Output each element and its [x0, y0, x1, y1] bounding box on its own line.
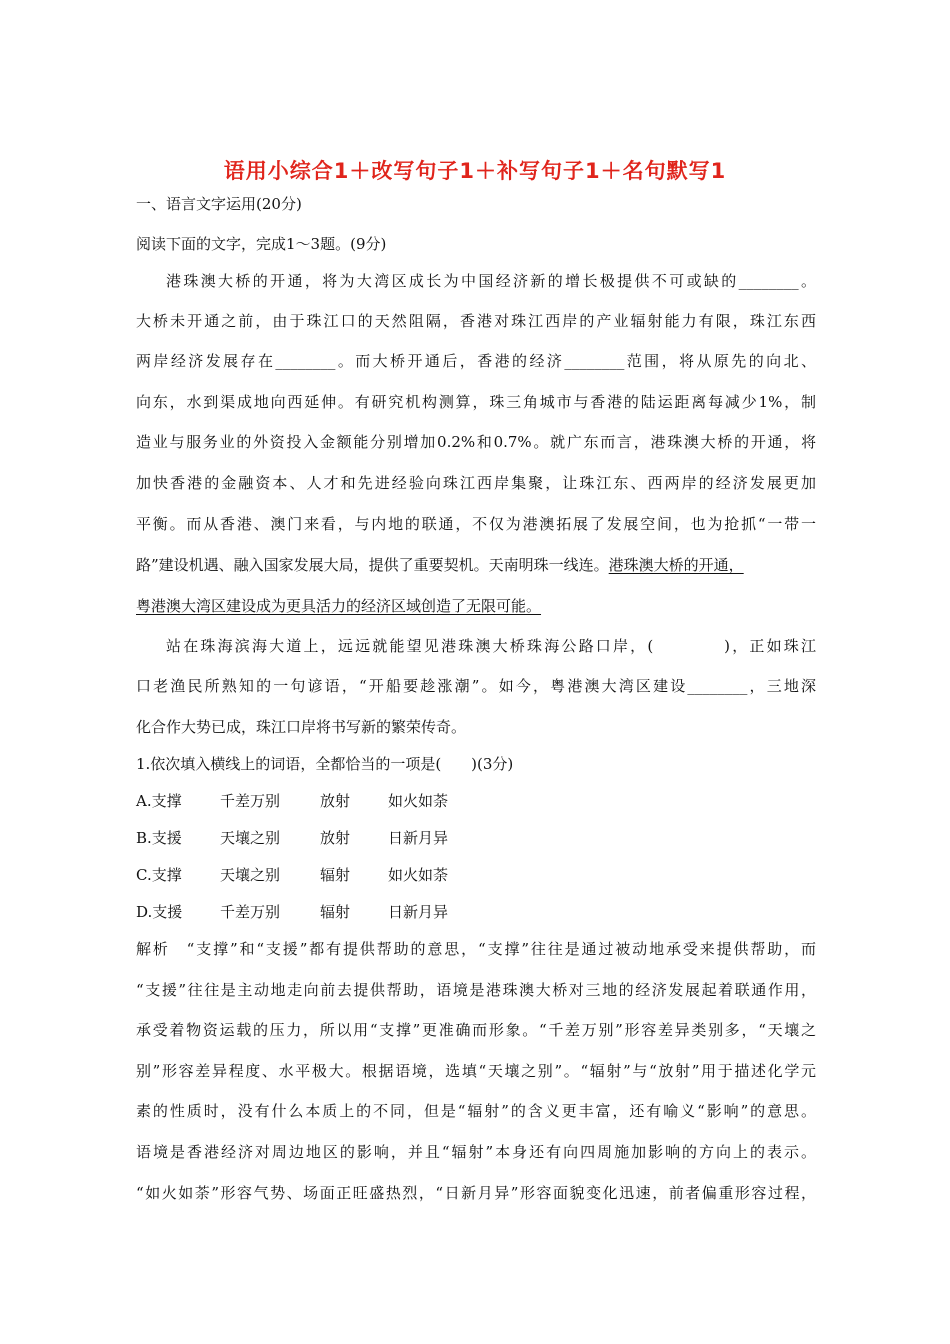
- option-word: 天壤之别: [220, 829, 281, 847]
- option-word: 放射: [320, 792, 351, 810]
- option-word: C.支撑: [136, 866, 182, 884]
- passage-line: [136, 554, 816, 576]
- passage-line: 加快香港的金融资本、人才和先进经验向珠江西岸集聚，让珠江东、西两岸的经济发展更加: [136, 474, 816, 492]
- passage-text: 路”建设机遇、融入国家发展大局，提供了重要契机。天南明珠一线连。: [136, 556, 609, 574]
- page-title: 语用小综合1＋改写句子1＋补写句子1＋名句默写1: [223, 159, 727, 183]
- analysis-line: 语境是香港经济对周边地区的影响，并且“辐射”本身还有向四周施加影响的方向上的表示。: [136, 1143, 816, 1161]
- analysis-line: “支援”往往是主动地走向前去提供帮助，语境是港珠澳大桥对三地的经济发展起着联通作用，: [136, 981, 816, 999]
- analysis-line: 解析 “支撑”和“支援”都有提供帮助的意思，“支撑”往往是通过被动地承受来提供帮助，而: [136, 940, 816, 958]
- passage-line: 港珠澳大桥的开通，将为大湾区成长为中国经济新的增长极提供不可或缺的________。: [166, 272, 816, 290]
- option-word: 放射: [320, 829, 351, 847]
- passage-line: 平衡。而从香港、澳门来看，与内地的联通，不仅为港澳拓展了发展空间，也为抢抓“一带一: [136, 515, 816, 533]
- option-word: D.支援: [136, 903, 183, 921]
- analysis-line: 承受着物资运载的压力，所以用“支撑”更准确而形象。“千差万别”形容差异类别多，“天壤之: [136, 1021, 816, 1039]
- option-word: B.支援: [136, 829, 182, 847]
- option-word: 如火如荼: [388, 866, 449, 884]
- passage-line: 站在珠海滨海大道上，远远就能望见港珠澳大桥珠海公路口岸，( )，正如珠江: [166, 637, 816, 655]
- option-word: 日新月异: [388, 903, 449, 921]
- question-1: 1.依次填入横线上的词语，全都恰当的一项是( )(3分): [136, 755, 514, 773]
- option-word: 如火如荼: [388, 792, 449, 810]
- passage-line: 口老渔民所熟知的一句谚语，“开船要趁涨潮”。如今，粤港澳大湾区建设________，三地深: [136, 677, 816, 695]
- underlined-sentence: 粤港澳大湾区建设成为更具活力的经济区域创造了无限可能。: [136, 597, 542, 615]
- option-word: 辐射: [320, 903, 351, 921]
- option-word: 千差万别: [220, 903, 281, 921]
- passage-line: 造业与服务业的外资投入金额能分别增加0.2%和0.7%。就广东而言，港珠澳大桥的开通，将: [136, 433, 816, 451]
- option-word: 千差万别: [220, 792, 281, 810]
- passage-line: 化合作大势已成，珠江口岸将书写新的繁荣传奇。: [136, 718, 467, 736]
- passage-line: 向东，水到渠成地向西延伸。有研究机构测算，珠三角城市与香港的陆运距离每减少1%，制: [136, 393, 816, 411]
- option-word: 日新月异: [388, 829, 449, 847]
- passage-line: 大桥未开通之前，由于珠江口的天然阻隔，香港对珠江西岸的产业辐射能力有限，珠江东西: [136, 312, 816, 330]
- analysis-line: “如火如荼”形容气势、场面正旺盛热烈，“日新月异”形容面貌变化迅速，前者偏重形容过程，: [136, 1184, 816, 1202]
- option-word: 辐射: [320, 866, 351, 884]
- underlined-sentence: 港珠澳大桥的开通，: [608, 556, 744, 574]
- section-heading: 一、语言文字运用(20分): [136, 195, 302, 213]
- option-word: A.支撑: [136, 792, 182, 810]
- analysis-line: 别”形容差异程度、水平极大。根据语境，选填“天壤之别”。“辐射”与“放射”用于描述化学元: [136, 1062, 816, 1080]
- passage-line: 两岸经济发展存在________。而大桥开通后，香港的经济________范围，将从原先的向北、: [136, 352, 816, 370]
- instruction-text: 阅读下面的文字，完成1～3题。(9分): [136, 235, 387, 253]
- option-word: 天壤之别: [220, 866, 281, 884]
- analysis-line: 素的性质时，没有什么本质上的不同，但是“辐射”的含义更丰富，还有喻义“影响”的意思。: [136, 1102, 816, 1120]
